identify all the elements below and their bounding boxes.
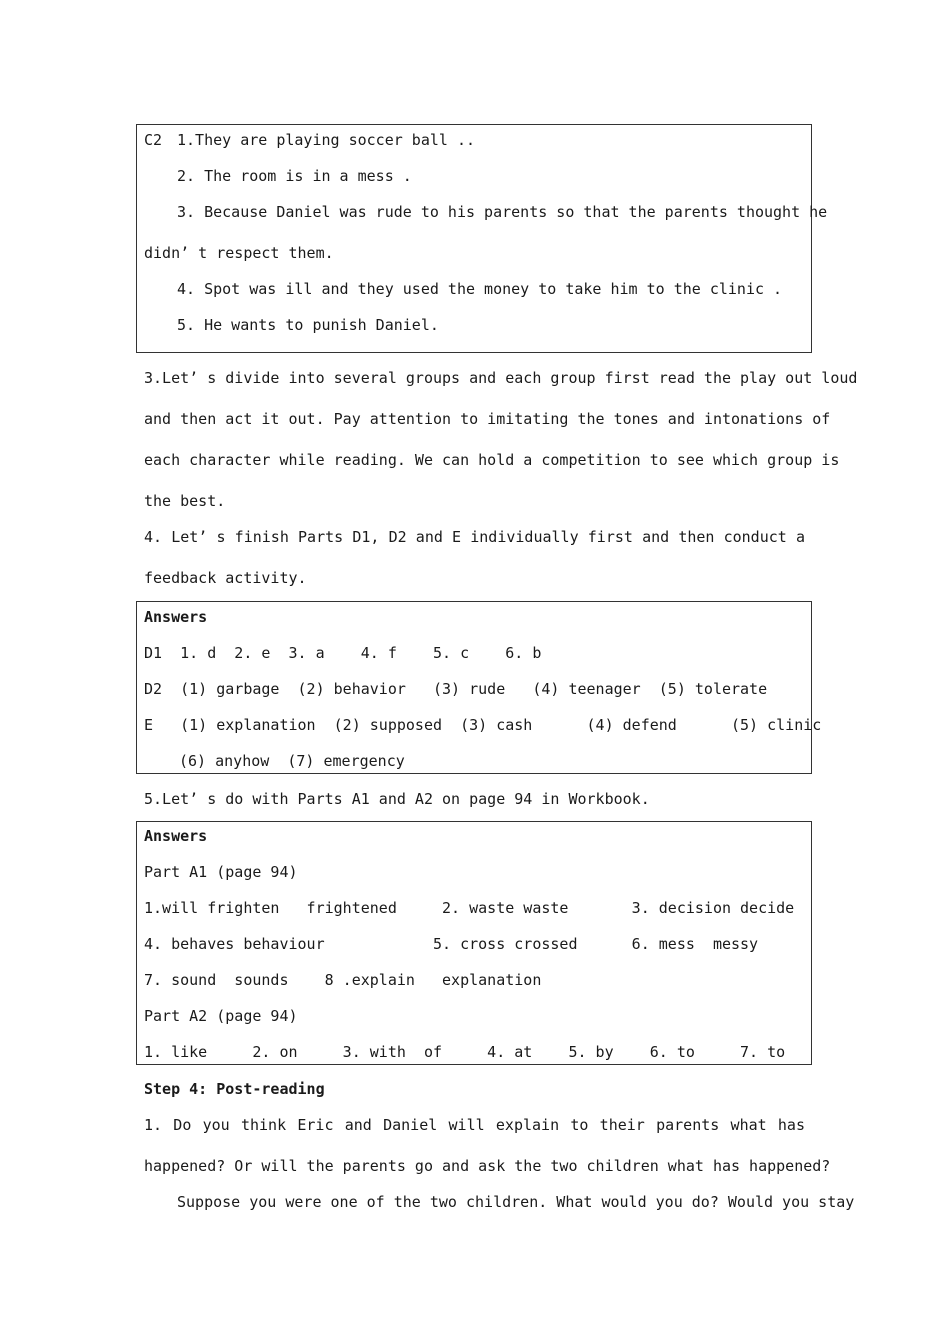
step4-line-3: Suppose you were one of the two children. What would you do? Would you stay	[177, 1193, 855, 1211]
answers1-e-line-1: E (1) explanation (2) supposed (3) cash (4) defend (5) clinic	[144, 716, 822, 734]
c2-line-3a: 3. Because Daniel was rude to his parents so that the parents thought he	[177, 203, 828, 221]
step4-heading: Step 4: Post-reading	[144, 1080, 325, 1098]
answers1-title: Answers	[144, 608, 208, 626]
c2-line-4: 4. Spot was ill and they used the money to take him to the clinic .	[177, 280, 783, 298]
answers1-d2: D2 (1) garbage (2) behavior (3) rude (4) teenager (5) tolerate	[144, 680, 768, 698]
part-a1-title: Part A1 (page 94)	[144, 863, 298, 881]
answers2-title: Answers	[144, 827, 208, 845]
c2-line-3b: didn’ t respect them.	[144, 244, 334, 262]
answers1-e-line-2: (6) anyhow (7) emergency	[179, 752, 405, 770]
part-a2-title: Part A2 (page 94)	[144, 1007, 298, 1025]
c2-line-5: 5. He wants to punish Daniel.	[177, 316, 439, 334]
answers2-row-2: 4. behaves behaviour 5. cross crossed 6. mess messy	[144, 935, 759, 953]
step4-line-1: 1. Do you think Eric and Daniel will explain to their parents what has	[144, 1116, 805, 1134]
para3-line-3: each character while reading. We can hold a competition to see which group is	[144, 451, 840, 469]
para4-line-1: 4. Let’ s finish Parts D1, D2 and E individually first and then conduct a	[144, 528, 805, 546]
c2-line-1: 1.They are playing soccer ball ..	[177, 131, 476, 149]
answers2-row-4: 1. like 2. on 3. with of 4. at 5. by 6. to 7. to	[144, 1043, 786, 1061]
answers1-d1: D1 1. d 2. e 3. a 4. f 5. c 6. b	[144, 644, 542, 662]
c2-label: C2	[144, 131, 163, 149]
c2-line-2: 2. The room is in a mess .	[177, 167, 412, 185]
step4-line-2: happened? Or will the parents go and ask the two children what has happened?	[144, 1157, 831, 1175]
para3-line-1: 3.Let’ s divide into several groups and each group first read the play out loud	[144, 369, 858, 387]
para5: 5.Let’ s do with Parts A1 and A2 on page 94 in Workbook.	[144, 790, 650, 808]
answers2-row-3: 7. sound sounds 8 .explain explanation	[144, 971, 542, 989]
answers2-row-1: 1.will frighten frightened 2. waste waste 3. decision decide	[144, 899, 795, 917]
para3-line-2: and then act it out. Pay attention to imitating the tones and intonations of	[144, 410, 831, 428]
para3-line-4: the best.	[144, 492, 226, 510]
para4-line-2: feedback activity.	[144, 569, 307, 587]
